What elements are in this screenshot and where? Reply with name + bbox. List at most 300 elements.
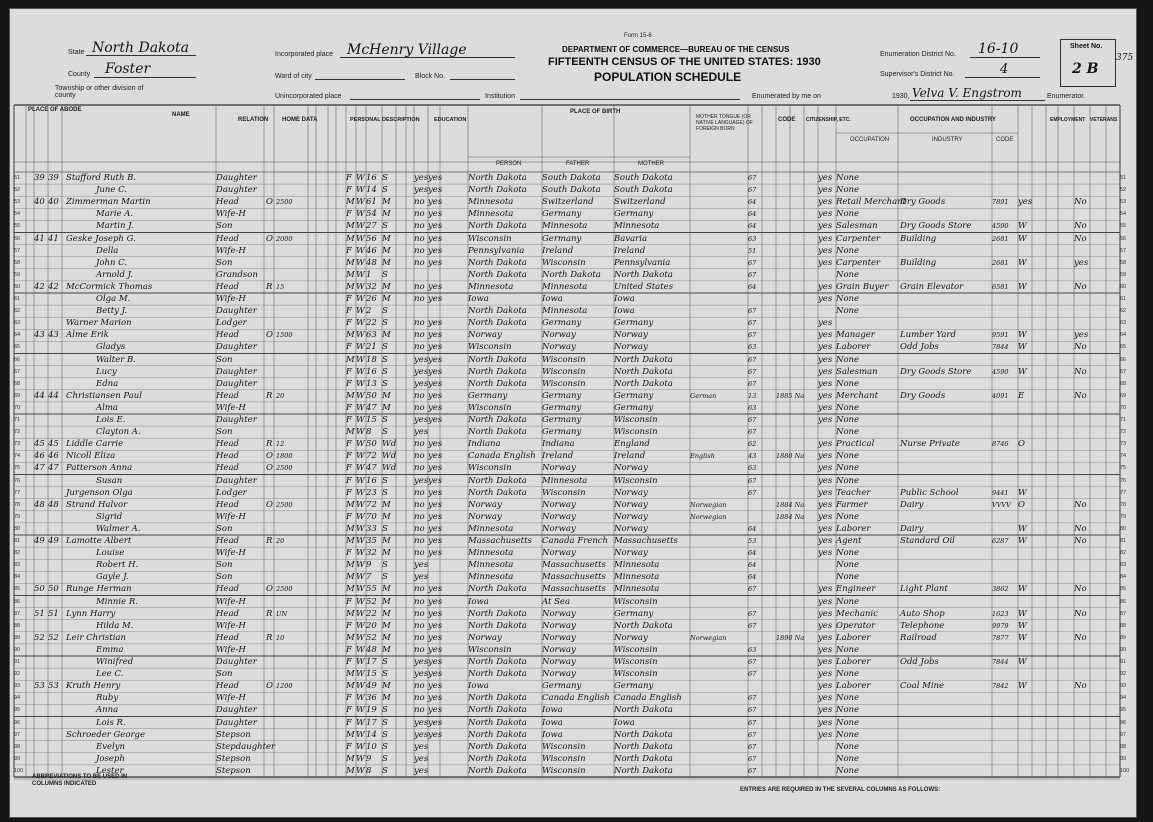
cell-line-right: 96: [1120, 719, 1127, 726]
cell-mar: S: [382, 366, 388, 377]
cell-line: 59: [14, 271, 21, 278]
cell-sex: F: [346, 173, 352, 183]
cell-sch: no: [414, 221, 425, 232]
cell-emp: W: [1018, 681, 1027, 692]
cell-emp: W: [1018, 330, 1027, 341]
cell-race: W: [356, 439, 365, 450]
cell-eng: yes: [818, 681, 833, 692]
cell-age: 32: [366, 281, 377, 292]
township-label: Township or other division of county: [55, 85, 144, 99]
cell-fam: 47: [48, 463, 59, 474]
cell-vet: No: [1074, 221, 1087, 232]
cell-mar: M: [382, 257, 391, 268]
cell-name: Alme Erik: [66, 330, 109, 341]
cell-occ: None: [836, 415, 860, 425]
cell-sex: M: [346, 753, 355, 764]
cell-sch: no: [414, 463, 425, 474]
cell-ind: Nurse Private: [900, 439, 960, 450]
cell-bp: Pennsylvania: [468, 245, 525, 256]
cell-sex: M: [346, 330, 355, 341]
cell-fbp: Wisconsin: [542, 366, 586, 377]
cell-ind: Grain Elevator: [900, 281, 964, 292]
cell-sch: yes: [414, 765, 429, 776]
cell-fam: 44: [48, 390, 59, 401]
cell-line: 51: [14, 175, 21, 181]
group-birth: PLACE OF BIRTH: [570, 109, 621, 115]
cell-rel: Daughter: [216, 475, 257, 486]
cell-eng: yes: [818, 378, 833, 389]
cell-mbp: Germany: [614, 209, 654, 220]
cell-code: 64: [748, 573, 757, 582]
cell-line-right: 51: [1120, 175, 1127, 181]
cell-ind: Light Plant: [900, 584, 948, 595]
census-title: FIFTEENTH CENSUS OF THE UNITED STATES: 1930: [548, 56, 821, 68]
cell-bp: Wisconsin: [468, 233, 512, 244]
cell-line-right: 95: [1120, 707, 1127, 714]
cell-rd: yes: [428, 245, 443, 256]
cell-race: W: [356, 342, 365, 353]
cell-sex: F: [346, 741, 352, 752]
cell-rd: yes: [428, 536, 443, 546]
cell-race: W: [356, 681, 365, 692]
group-abode: PLACE OF ABODE: [28, 107, 82, 113]
cell-rel: Head: [216, 233, 239, 244]
cell-rel: Wife-H: [216, 209, 246, 220]
cell-eng: yes: [818, 439, 833, 450]
cell-rel: Head: [216, 281, 239, 292]
cell-mbp: Wisconsin: [614, 427, 658, 438]
cell-rel: Head: [216, 681, 239, 692]
cell-code: 64: [748, 222, 757, 231]
cell-sch: no: [414, 318, 425, 329]
state-label: State: [68, 49, 85, 56]
cell-occ: None: [836, 354, 860, 365]
cell-occ: Laborer: [836, 657, 871, 667]
cell-mbp: North Dakota: [614, 354, 673, 365]
cell-race: W: [356, 753, 365, 764]
cell-rd: yes: [428, 342, 443, 353]
cell-name: Evelyn: [96, 741, 126, 752]
cell-fam: 53: [48, 681, 59, 692]
cell-bp: Iowa: [468, 294, 489, 304]
cell-code: 67: [748, 488, 757, 497]
cell-sex: M: [346, 499, 355, 510]
cell-mbp: Iowa: [614, 306, 635, 317]
cell-line: 61: [14, 296, 21, 302]
schedule-title: POPULATION SCHEDULE: [594, 70, 742, 84]
cell-emp: W: [1018, 523, 1027, 534]
cell-occ: Retail Merchant: [836, 197, 907, 208]
cell-code: 67: [748, 585, 757, 594]
cell-sex: M: [346, 354, 355, 365]
cell-mbp: Norway: [614, 342, 648, 353]
cell-age: 26: [366, 294, 377, 304]
cell-sch: no: [414, 536, 425, 546]
cell-emp: O: [1018, 439, 1025, 450]
cell-rel: Daughter: [216, 378, 257, 389]
cell-line: 82: [14, 550, 21, 557]
cell-occ: None: [836, 378, 860, 389]
cell-fbp: Norway: [542, 499, 576, 510]
cell-race: W: [356, 197, 365, 208]
supervisor-value: 4: [1000, 62, 1009, 77]
cell-val: 2500: [276, 585, 293, 594]
cell-line: 75: [14, 465, 21, 472]
cell-name: Minnie R.: [96, 596, 138, 607]
cell-oc: 7842: [992, 682, 1009, 691]
cell-emp: W: [1018, 632, 1027, 643]
cell-oc: 2681: [992, 234, 1009, 243]
cell-fam: 39: [48, 173, 59, 183]
cell-rd: yes: [428, 451, 443, 462]
cell-code: 67: [748, 609, 757, 618]
cell-bp: North Dakota: [468, 693, 527, 704]
cell-bp: North Dakota: [468, 173, 527, 183]
cell-sex: F: [346, 378, 352, 389]
cell-rel: Wife-H: [216, 548, 246, 559]
entries-title: ENTRIES ARE REQUIRED IN THE SEVERAL COLUMNS AS FOLLOWS:: [740, 787, 941, 793]
cell-fam: 49: [48, 536, 59, 546]
cell-emp: W: [1018, 620, 1027, 631]
county-value: Foster: [105, 61, 151, 77]
cell-race: W: [356, 717, 365, 728]
enumerator-value: Velva V. Engstrom: [912, 86, 1022, 100]
cell-line-right: 91: [1120, 659, 1127, 665]
cell-own: R: [266, 281, 273, 292]
cell-age: 23: [366, 487, 377, 498]
cell-mar: S: [382, 269, 388, 280]
table-row: [10, 415, 1136, 425]
cell-mbp: Norway: [614, 463, 648, 474]
cell-line: 69: [14, 392, 21, 399]
cell-mbp: North Dakota: [614, 729, 673, 740]
cell-race: W: [356, 269, 365, 280]
cell-mbp: Norway: [614, 523, 648, 534]
cell-fam: 43: [48, 330, 59, 341]
occ-code-label: CODE: [996, 137, 1014, 143]
cell-mar: M: [382, 330, 391, 341]
cell-mbp: Minnesota: [614, 584, 660, 595]
cell-name: Edna: [96, 378, 119, 389]
cell-bp: Norway: [468, 499, 502, 510]
cell-mbp: Wisconsin: [614, 669, 658, 680]
cell-code: 67: [748, 174, 757, 182]
cell-bp: North Dakota: [468, 669, 527, 680]
cell-emp: W: [1018, 233, 1027, 244]
table-row: [10, 693, 1136, 703]
cell-age: 21: [366, 342, 377, 353]
cell-name: Susan: [96, 475, 123, 486]
cell-mbp: Germany: [614, 390, 654, 401]
cell-bp: Iowa: [468, 596, 489, 607]
cell-emp: W: [1018, 281, 1027, 292]
cell-fam: 48: [48, 499, 59, 510]
cell-sch: no: [414, 487, 425, 498]
cell-emp: yes: [1018, 197, 1033, 208]
cell-own: R: [266, 536, 273, 546]
cell-occ: None: [836, 753, 860, 764]
cell-rd: yes: [428, 523, 443, 534]
cell-occ: None: [836, 511, 860, 522]
table-row: [10, 209, 1136, 219]
cell-mar: M: [382, 511, 391, 522]
cell-line-right: 75: [1120, 465, 1127, 472]
cell-code: 67: [748, 718, 757, 727]
institution-label: Institution: [485, 93, 515, 100]
cell-name: Gayle J.: [96, 572, 129, 583]
cell-rd: yes: [428, 596, 443, 607]
cell-mar: M: [382, 536, 391, 546]
cell-line-right: 69: [1120, 392, 1127, 399]
cell-ind: Lumber Yard: [900, 330, 956, 341]
cell-occ: None: [836, 451, 860, 462]
cell-age: 2: [366, 306, 372, 317]
cell-own: R: [266, 632, 273, 643]
cell-emp: O: [1018, 499, 1025, 510]
cell-sch: yes: [414, 378, 429, 389]
cell-line: 68: [14, 380, 21, 387]
cell-rd: yes: [428, 318, 443, 329]
cell-occ: Salesman: [836, 221, 878, 232]
cell-race: W: [356, 378, 365, 389]
cell-eng: yes: [818, 185, 833, 196]
cell-line-right: 58: [1120, 259, 1127, 266]
cell-mbp: Norway: [614, 330, 648, 341]
cell-mbp: Wisconsin: [614, 657, 658, 667]
unincorp-label: Unincorporated place: [275, 93, 342, 100]
cell-line-right: 98: [1120, 743, 1127, 750]
cell-fbp: Indiana: [542, 439, 575, 450]
cell-oc: 4091: [992, 391, 1009, 400]
cell-line: 97: [14, 731, 21, 738]
cell-mbp: North Dakota: [614, 765, 673, 776]
cell-name: Lester: [96, 765, 124, 776]
cell-line-right: 94: [1120, 695, 1127, 702]
cell-sch: yes: [414, 354, 429, 365]
cell-name: Runge Herman: [66, 584, 132, 595]
cell-oc: 7891: [992, 198, 1009, 207]
cell-sex: F: [346, 209, 352, 220]
cell-mbp: North Dakota: [614, 753, 673, 764]
cell-fbp: Germany: [542, 681, 582, 692]
cell-rd: yes: [428, 402, 443, 413]
cell-bp: North Dakota: [468, 487, 527, 498]
cell-eng: yes: [818, 197, 833, 208]
cell-mar: M: [382, 644, 391, 655]
cell-sch: no: [414, 693, 425, 704]
cell-line-right: 99: [1120, 755, 1127, 762]
cell-eng: yes: [818, 342, 833, 353]
cell-race: W: [356, 632, 365, 643]
table-row: [10, 318, 1136, 328]
cell-age: 14: [366, 729, 377, 740]
cell-val: 2000: [276, 234, 293, 243]
cell-line: 67: [14, 368, 21, 375]
cell-race: W: [356, 451, 365, 462]
department: DEPARTMENT OF COMMERCE—BUREAU OF THE CENSUS: [562, 45, 790, 54]
cell-rd: yes: [428, 548, 443, 559]
cell-lang: Norwegian: [690, 500, 727, 509]
cell-line-right: 62: [1120, 308, 1127, 315]
cell-val: 20: [276, 537, 285, 545]
enumerated-year: 1930,: [892, 93, 910, 100]
cell-name: June C.: [96, 185, 127, 196]
table-row: [10, 185, 1136, 195]
cell-rel: Lodger: [216, 318, 247, 329]
cell-oc: 7844: [992, 658, 1009, 666]
cell-name: Robert H.: [96, 560, 139, 571]
cell-eng: yes: [818, 705, 833, 716]
cell-mbp: Ireland: [614, 245, 646, 256]
cell-sch: no: [414, 342, 425, 353]
cell-line-right: 81: [1120, 538, 1127, 544]
cell-line-right: 87: [1120, 610, 1127, 617]
cell-mbp: Minnesota: [614, 572, 660, 583]
cell-sch: no: [414, 681, 425, 692]
cell-eng: yes: [818, 221, 833, 232]
cell-line-right: 79: [1120, 513, 1127, 520]
table-row: [10, 294, 1136, 304]
cell-occ: None: [836, 765, 860, 776]
cell-line: 94: [14, 695, 21, 702]
cell-age: 9: [366, 753, 372, 764]
cell-eng: yes: [818, 632, 833, 643]
cell-rel: Head: [216, 330, 239, 341]
cell-fbp: Ireland: [542, 451, 574, 462]
cell-line: 83: [14, 562, 21, 569]
cell-fbp: South Dakota: [542, 173, 601, 183]
table-row: [10, 584, 1136, 594]
cell-age: 70: [366, 511, 377, 522]
cell-rd: yes: [428, 439, 443, 450]
cell-age: 35: [366, 536, 377, 546]
cell-ind: Dry Goods Store: [900, 366, 972, 377]
cell-sch: no: [414, 281, 425, 292]
cell-mar: M: [382, 693, 391, 704]
cell-rel: Head: [216, 608, 239, 619]
cell-line: 64: [14, 332, 21, 339]
cell-line: 58: [14, 259, 21, 266]
cell-mbp: Norway: [614, 548, 648, 559]
cell-oc: VVVV: [992, 500, 1011, 509]
cell-code: 63: [748, 343, 757, 352]
table-row: [10, 234, 1136, 244]
cell-rel: Daughter: [216, 306, 257, 317]
cell-own: O: [266, 233, 273, 244]
cell-dw: 46: [34, 451, 45, 462]
cell-line: 81: [14, 538, 21, 544]
cell-occ: Salesman: [836, 366, 878, 377]
cell-dw: 43: [34, 330, 45, 341]
cell-mbp: Massachusetts: [614, 536, 678, 546]
cell-mbp: Iowa: [614, 717, 635, 728]
cell-mbp: Canada English: [614, 693, 682, 704]
cell-name: Leir Christian: [66, 632, 126, 643]
cell-eng: yes: [818, 499, 833, 510]
cell-mar: S: [382, 475, 388, 486]
cell-occ: Mechanic: [836, 608, 878, 619]
cell-line: 99: [14, 755, 21, 762]
cell-bp: North Dakota: [468, 221, 527, 232]
cell-own: O: [266, 451, 273, 462]
cell-bp: North Dakota: [468, 354, 527, 365]
cell-fbp: Minnesota: [542, 306, 588, 317]
cell-race: W: [356, 318, 365, 329]
cell-age: 54: [366, 209, 377, 220]
cell-line-right: 86: [1120, 598, 1127, 605]
cell-oc: 2681: [992, 258, 1009, 267]
birth-person-label: PERSON: [496, 161, 522, 167]
sheet-label: Sheet No.: [1070, 43, 1103, 50]
cell-sch: yes: [414, 657, 429, 667]
cell-bp: North Dakota: [468, 378, 527, 389]
cell-val: 2500: [276, 464, 293, 473]
cell-line-right: 83: [1120, 562, 1127, 569]
cell-name: Sigrid: [96, 511, 123, 522]
cell-ind: Dry Goods Store: [900, 221, 972, 232]
cell-fbp: Germany: [542, 209, 582, 220]
cell-sex: F: [346, 644, 352, 655]
cell-vet: yes: [1074, 330, 1089, 341]
cell-mbp: England: [614, 439, 650, 450]
cell-sex: M: [346, 281, 355, 292]
cell-eng: yes: [818, 366, 833, 377]
cell-val: 20: [276, 391, 285, 400]
cell-val: 1800: [276, 452, 293, 461]
cell-sex: M: [346, 608, 355, 619]
cell-rel: Head: [216, 197, 239, 208]
cell-rel: Stepson: [216, 729, 251, 740]
cell-sex: F: [346, 548, 352, 559]
cell-code: 67: [748, 621, 757, 630]
cell-mar: S: [382, 560, 388, 571]
cell-fbp: Norway: [542, 511, 576, 522]
cell-vet: No: [1074, 523, 1087, 534]
cell-fbp: Iowa: [542, 705, 563, 716]
cell-dw: 41: [34, 233, 45, 244]
cell-sex: F: [346, 342, 352, 353]
cell-name: John C.: [96, 257, 128, 268]
cell-code: 67: [748, 331, 757, 340]
cell-oc: 9591: [992, 331, 1009, 340]
cell-rd: yes: [428, 173, 443, 183]
cell-mar: S: [382, 572, 388, 583]
cell-line-right: 93: [1120, 683, 1127, 690]
cell-rd: yes: [428, 608, 443, 619]
cell-eng: yes: [818, 173, 833, 183]
group-home: HOME DATA: [282, 117, 318, 123]
cell-oc: 7877: [992, 633, 1009, 642]
cell-race: W: [356, 221, 365, 232]
cell-mar: M: [382, 402, 391, 413]
cell-line-right: 52: [1120, 187, 1127, 194]
cell-rel: Son: [216, 523, 233, 534]
cell-code: 67: [748, 355, 757, 364]
cell-race: W: [356, 499, 365, 510]
cell-age: 8: [366, 427, 372, 438]
cell-fbp: Norway: [542, 330, 576, 341]
cell-eng: yes: [818, 536, 833, 546]
cell-race: W: [356, 366, 365, 377]
cell-eng: yes: [818, 330, 833, 341]
cell-occ: Carpenter: [836, 257, 881, 268]
cell-own: O: [266, 463, 273, 474]
cell-cit: 1885 Na: [776, 391, 805, 400]
table-row: [10, 633, 1136, 643]
cell-line: 56: [14, 235, 21, 242]
cell-code: 67: [748, 258, 757, 267]
cell-race: W: [356, 584, 365, 595]
